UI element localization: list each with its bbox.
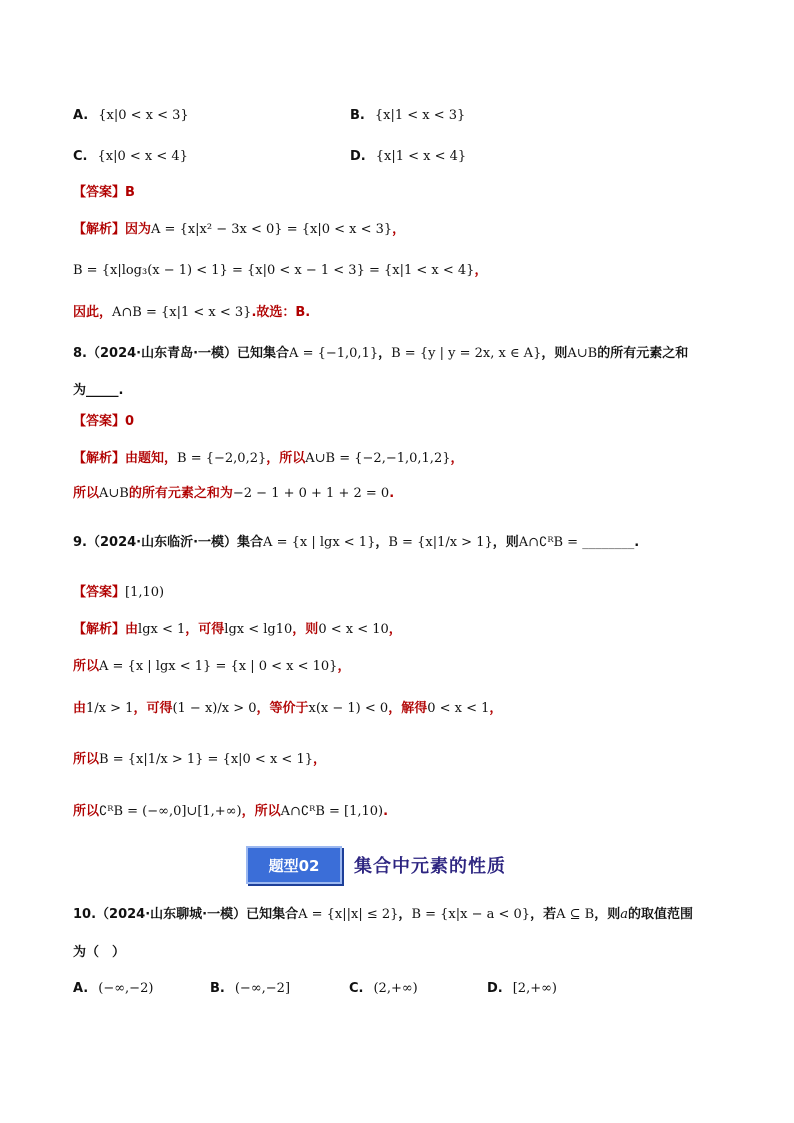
analysis-text: ， bbox=[450, 451, 464, 466]
option-label: A. bbox=[73, 108, 89, 123]
option-label: D. bbox=[487, 981, 503, 996]
formula: ∁ᴿB = (−∞,0]∪[1,+∞) bbox=[99, 804, 242, 819]
q10-option-c bbox=[349, 979, 418, 999]
formula: 1/x > 1 bbox=[86, 701, 134, 716]
formula: lgx < 1 bbox=[138, 622, 186, 637]
formula: A∪B = {−2,−1,0,1,2} bbox=[305, 451, 451, 466]
formula: B = {x|x − a < 0} bbox=[411, 907, 531, 922]
q7-option-a bbox=[73, 106, 189, 126]
answer-tag: 【答案】 bbox=[73, 185, 126, 200]
stem-text: 8.（2024·山东青岛·一模）已知集合 bbox=[73, 346, 290, 361]
q9-answer bbox=[73, 583, 164, 603]
formula: A ⊆ B bbox=[556, 907, 595, 922]
formula: lgx < lg10 bbox=[224, 622, 293, 637]
stem-text: ，则 bbox=[541, 346, 568, 361]
q10-option-b bbox=[210, 979, 290, 999]
analysis-text: ， bbox=[337, 659, 351, 674]
stem-text: 的所有元素之和 bbox=[597, 346, 689, 361]
analysis-text: ，解得 bbox=[388, 701, 428, 716]
formula: B = {x|1/x > 1} bbox=[388, 535, 493, 550]
formula: 0 < x < 10 bbox=[318, 622, 389, 637]
q9-analysis-line-2 bbox=[73, 657, 350, 677]
q8-stem-line-2 bbox=[73, 381, 123, 401]
formula: x(x − 1) < 0 bbox=[308, 701, 389, 716]
analysis-text: 由 bbox=[125, 622, 139, 637]
section-label-box: 题型02 bbox=[246, 846, 342, 884]
formula: (1 − x)/x > 0 bbox=[172, 701, 257, 716]
q10-option-a bbox=[73, 979, 153, 999]
q7-option-b bbox=[350, 106, 465, 126]
formula: 0 < x < 1 bbox=[427, 701, 490, 716]
formula: A = {x | lgx < 1} = {x | 0 < x < 10} bbox=[99, 659, 338, 674]
answer-value: 0 bbox=[125, 414, 135, 429]
q8-stem-line-1 bbox=[73, 344, 688, 364]
stem-text: 9.（2024·山东临沂·一模）集合 bbox=[73, 535, 264, 550]
analysis-text: ，所以 bbox=[241, 804, 281, 819]
analysis-tag: 【解析】 bbox=[73, 622, 126, 637]
answer-tag: 【答案】 bbox=[73, 414, 126, 429]
q10-stem-line-2 bbox=[73, 943, 125, 963]
q8-answer bbox=[73, 412, 134, 432]
option-value: {x|0 < x < 3} bbox=[98, 108, 189, 123]
stem-text: 为（ ） bbox=[73, 945, 126, 960]
analysis-text: .故选：B. bbox=[251, 305, 311, 320]
answer-value: B bbox=[125, 185, 135, 200]
q9-stem bbox=[73, 533, 639, 553]
stem-text: . bbox=[634, 535, 640, 550]
option-value: (2,+∞) bbox=[373, 981, 418, 996]
option-value: (−∞,−2) bbox=[98, 981, 154, 996]
stem-text: 为_____. bbox=[73, 383, 124, 398]
option-value: {x|0 < x < 4} bbox=[97, 149, 188, 164]
stem-text: ，若 bbox=[530, 907, 557, 922]
analysis-text: 由题知， bbox=[125, 451, 178, 466]
q7-answer bbox=[73, 183, 135, 203]
section-banner bbox=[246, 847, 506, 883]
analysis-text: . bbox=[389, 486, 395, 501]
analysis-text: ，可得 bbox=[185, 622, 225, 637]
analysis-text: ，则 bbox=[292, 622, 319, 637]
stem-text: 的取值范围 bbox=[627, 907, 693, 922]
formula: A = {x|x² − 3x < 0} = {x|0 < x < 3} bbox=[151, 222, 393, 237]
formula: B = {x|log₃(x − 1) < 1} = {x|0 < x − 1 < 3} = {x|1 < x < 4} bbox=[73, 263, 475, 278]
analysis-text: ， bbox=[474, 263, 488, 278]
formula: −2 − 1 + 0 + 1 + 2 = 0 bbox=[232, 486, 390, 501]
q10-stem-line-1 bbox=[73, 905, 693, 925]
q9-analysis-line-1 bbox=[73, 620, 402, 640]
option-value: (−∞,−2] bbox=[234, 981, 291, 996]
q8-analysis-line-2 bbox=[73, 484, 394, 504]
analysis-text: 由 bbox=[73, 701, 87, 716]
stem-text: ， bbox=[375, 535, 389, 550]
option-label: B. bbox=[350, 108, 365, 123]
formula: A∩∁ᴿB = ________ bbox=[518, 535, 635, 550]
q9-analysis-line-4 bbox=[73, 750, 326, 770]
option-label: D. bbox=[350, 149, 366, 164]
q9-analysis-line-3 bbox=[73, 699, 502, 719]
q7-option-d bbox=[350, 147, 466, 167]
formula: A∪B bbox=[99, 486, 129, 501]
analysis-text: . bbox=[383, 804, 389, 819]
q10-option-d bbox=[487, 979, 557, 999]
analysis-text: ，所以 bbox=[266, 451, 306, 466]
formula: A∪B bbox=[567, 346, 598, 361]
formula: A = {x||x| ≤ 2} bbox=[298, 907, 399, 922]
analysis-text: ，等价于 bbox=[256, 701, 309, 716]
analysis-text: ， bbox=[388, 622, 402, 637]
option-value: [2,+∞) bbox=[512, 981, 558, 996]
answer-tag: 【答案】 bbox=[73, 585, 126, 600]
section-title: 集合中元素的性质 bbox=[354, 856, 506, 877]
analysis-tag: 【解析】 bbox=[73, 222, 126, 237]
formula: A = {−1,0,1} bbox=[289, 346, 379, 361]
q9-analysis-line-5 bbox=[73, 802, 388, 822]
analysis-text: 所以 bbox=[73, 804, 100, 819]
q7-analysis-line-1 bbox=[73, 220, 405, 240]
formula: B = {x|1/x > 1} = {x|0 < x < 1} bbox=[99, 752, 313, 767]
answer-value: [1,10) bbox=[125, 585, 165, 600]
formula: A∩∁ᴿB = [1,10) bbox=[280, 804, 384, 819]
analysis-text: 因此， bbox=[73, 305, 113, 320]
formula: B = {y | y = 2x, x ∈ A} bbox=[391, 346, 542, 361]
option-value: {x|1 < x < 3} bbox=[374, 108, 466, 123]
stem-text: ，则 bbox=[594, 907, 621, 922]
formula: a bbox=[620, 907, 628, 922]
stem-text: ， bbox=[398, 907, 412, 922]
option-label: C. bbox=[73, 149, 88, 164]
analysis-text: ， bbox=[489, 701, 503, 716]
q7-analysis-line-3 bbox=[73, 303, 310, 323]
formula: A∩B = {x|1 < x < 3} bbox=[112, 305, 252, 320]
formula: A = {x | lgx < 1} bbox=[263, 535, 376, 550]
stem-text: 10.（2024·山东聊城·一模）已知集合 bbox=[73, 907, 299, 922]
q7-option-c bbox=[73, 147, 188, 167]
option-label: B. bbox=[210, 981, 225, 996]
stem-text: ， bbox=[378, 346, 392, 361]
analysis-text: ，可得 bbox=[133, 701, 173, 716]
analysis-text: ， bbox=[392, 222, 406, 237]
analysis-text: 的所有元素之和为 bbox=[128, 486, 233, 501]
option-label: A. bbox=[73, 981, 89, 996]
q7-analysis-line-2 bbox=[73, 261, 487, 281]
analysis-text: 所以 bbox=[73, 659, 100, 674]
formula: B = {−2,0,2} bbox=[177, 451, 267, 466]
analysis-text: 所以 bbox=[73, 752, 100, 767]
analysis-text: 所以 bbox=[73, 486, 100, 501]
analysis-text: 因为 bbox=[125, 222, 152, 237]
stem-text: ，则 bbox=[492, 535, 519, 550]
option-value: {x|1 < x < 4} bbox=[375, 149, 467, 164]
analysis-text: ， bbox=[313, 752, 327, 767]
q8-analysis-line-1 bbox=[73, 449, 464, 469]
analysis-tag: 【解析】 bbox=[73, 451, 126, 466]
option-label: C. bbox=[349, 981, 364, 996]
